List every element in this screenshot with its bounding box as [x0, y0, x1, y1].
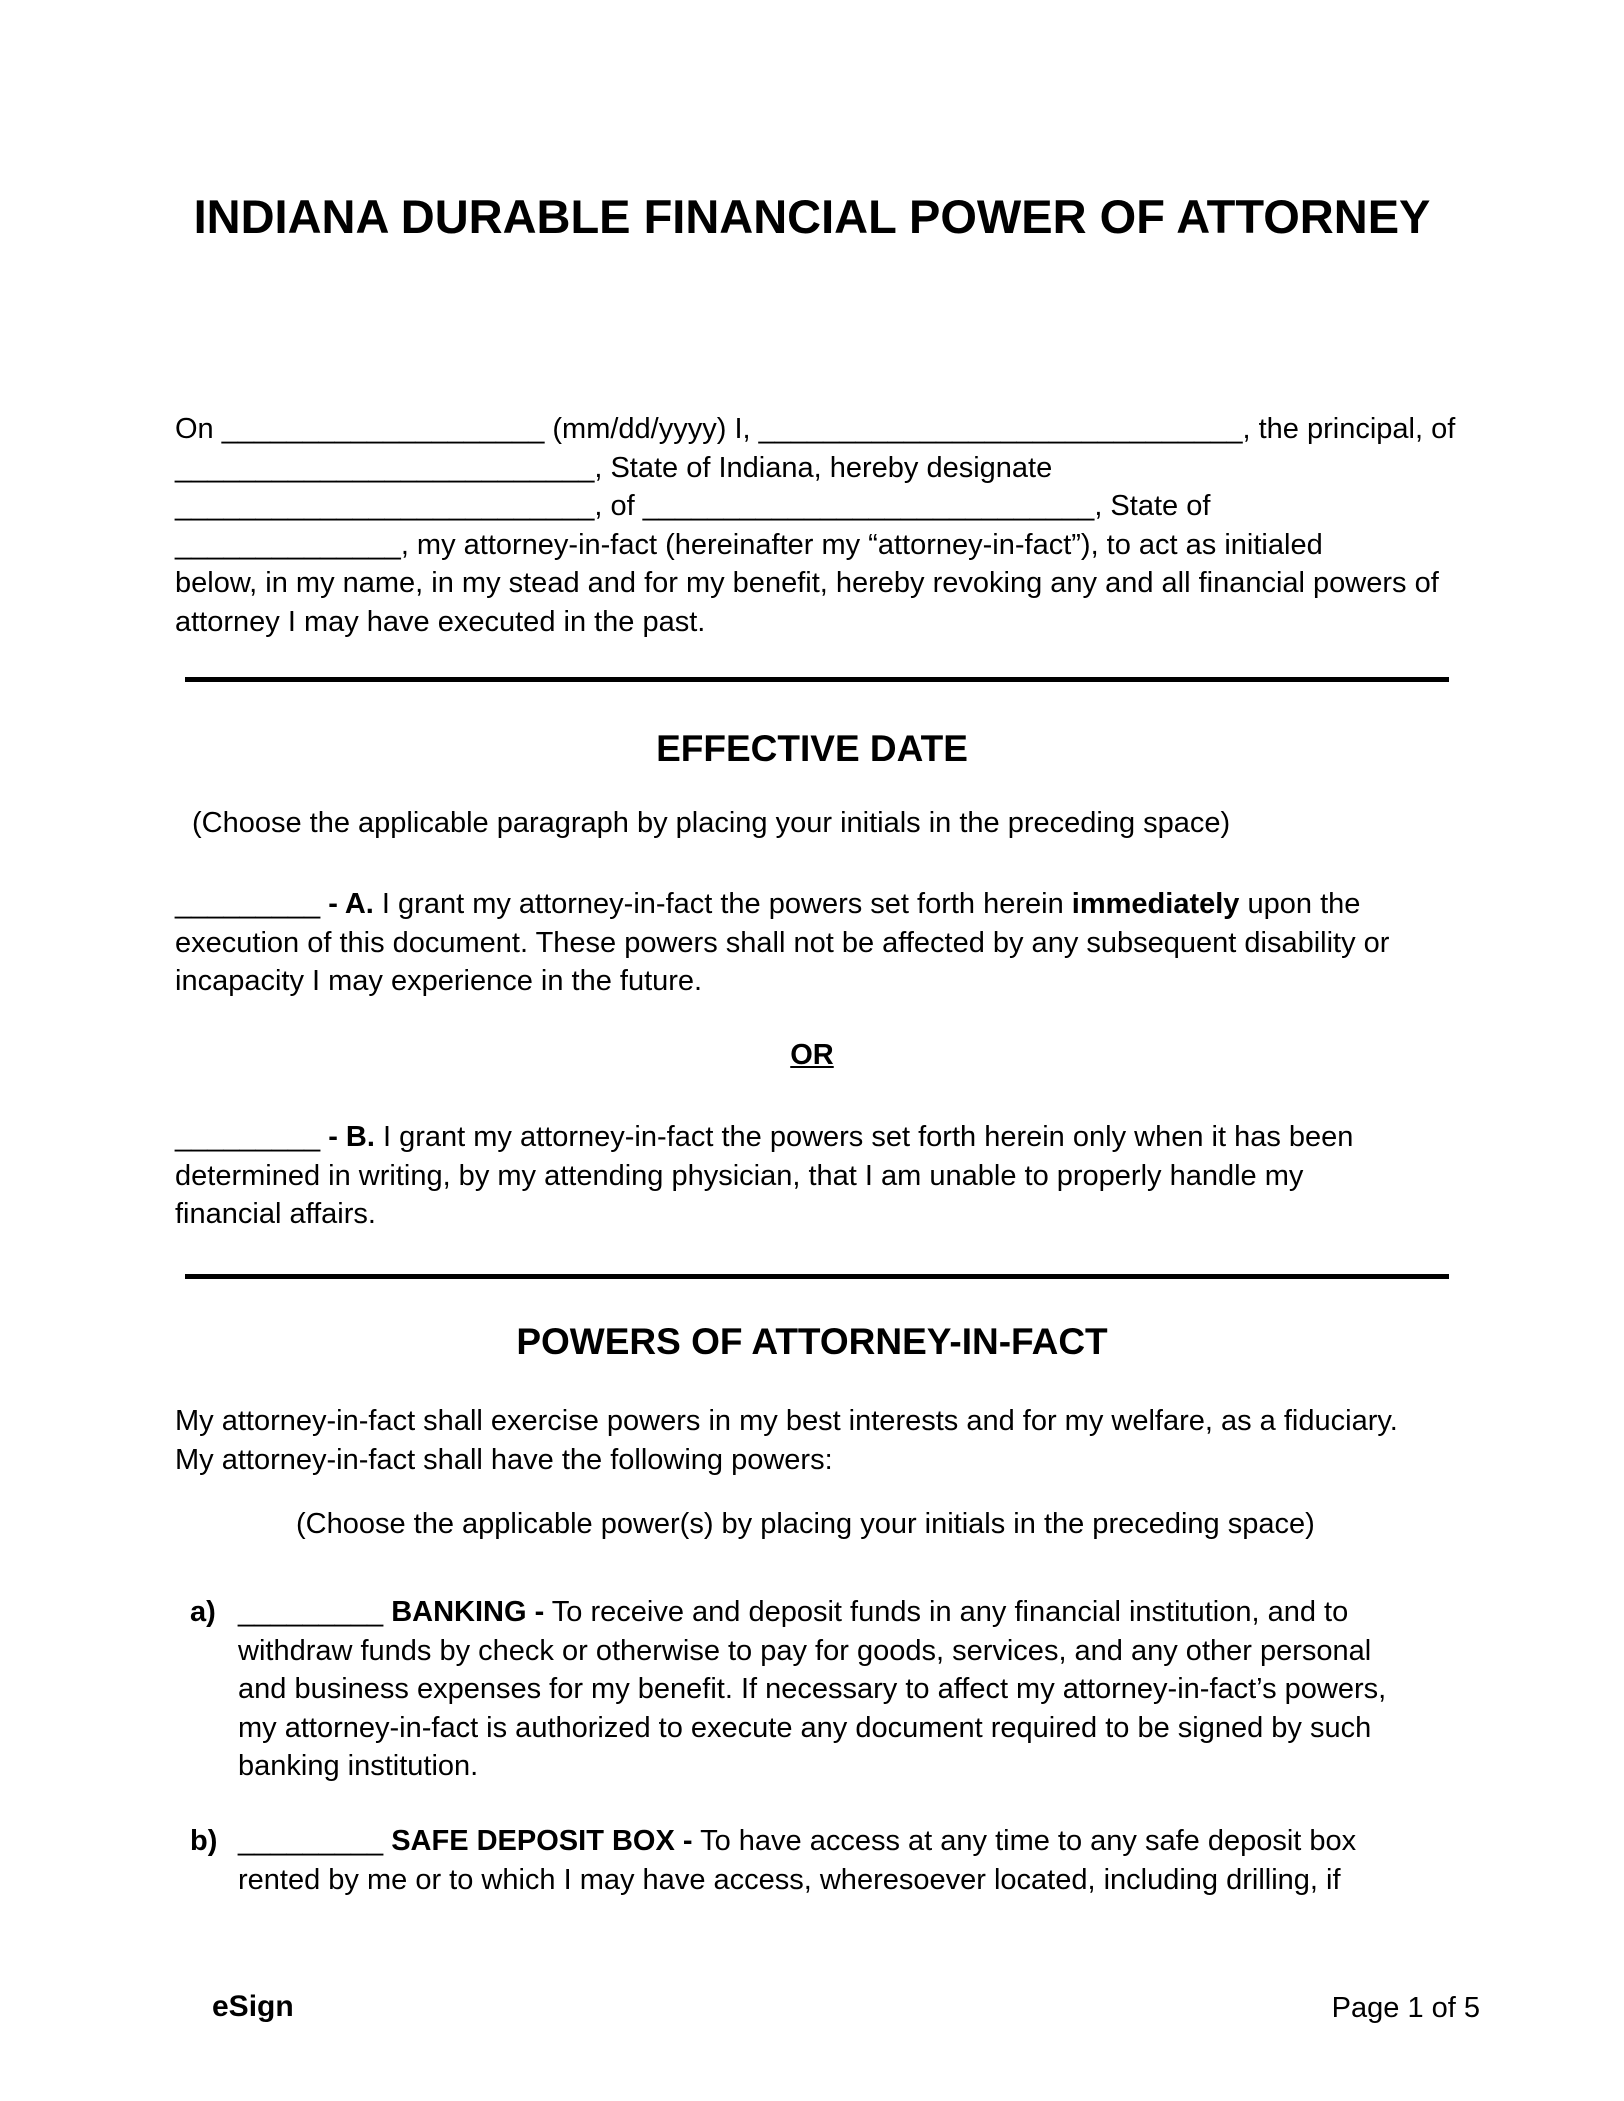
text-line: rented by me or to which I may have access, wheresoever located, including drilling, if: [238, 1863, 1341, 1896]
power-item-label: b): [190, 1825, 218, 1857]
bold-text: - A.: [328, 888, 374, 920]
bold-text: - B.: [328, 1121, 375, 1153]
powers-choose-note: (Choose the applicable power(s) by placing your initials in the preceding space): [296, 1508, 1315, 1540]
blank-field: __________________________: [175, 490, 595, 522]
power-item-label: a): [190, 1596, 216, 1628]
power-item-banking: [190, 1593, 1510, 1786]
section-divider: [185, 677, 1449, 682]
power-item-text: [238, 1822, 1510, 1899]
power-item-safe-deposit-box: [190, 1822, 1510, 1899]
paragraph-a: [175, 885, 1505, 1001]
text-line: _________ BANKING - To receive and deposit funds in any financial institution, and to: [238, 1596, 1349, 1628]
text-line: and business expenses for my benefit. If necessary to affect my attorney-in-fact’s powers,: [238, 1673, 1387, 1705]
blank-field: _________: [238, 1596, 384, 1628]
text-line: _________ SAFE DEPOSIT BOX - To have access at any time to any safe deposit box: [238, 1825, 1357, 1857]
bold-text: BANKING -: [391, 1596, 545, 1628]
intro-paragraph: [175, 410, 1505, 641]
text-line: My attorney-in-fact shall have the following powers:: [175, 1443, 833, 1476]
text-line: financial affairs.: [175, 1198, 376, 1230]
text-line: withdraw funds by check or otherwise to pay for goods, services, and any other personal: [238, 1634, 1372, 1667]
effective-date-choose-note: (Choose the applicable paragraph by placing your initials in the preceding space): [192, 807, 1231, 839]
text-line: banking institution.: [238, 1750, 479, 1782]
text-line: __________________________, State of Indiana, hereby designate: [175, 451, 1053, 484]
text-line: On ____________________ (mm/dd/yyyy) I, ______________________________, the principal, of: [175, 413, 1456, 445]
blank-field: _________: [175, 1121, 321, 1153]
page-number: Page 1 of 5: [1331, 1992, 1480, 2024]
blank-field: _________: [238, 1825, 384, 1857]
bold-text: SAFE DEPOSIT BOX -: [391, 1825, 693, 1857]
text-line: ______________, my attorney-in-fact (hereinafter my “attorney-in-fact”), to act as initialed: [175, 528, 1323, 561]
text-line: my attorney-in-fact is authorized to execute any document required to be signed by such: [238, 1711, 1372, 1744]
text-line: _________ - B. I grant my attorney-in-fact the powers set forth herein only when it has been: [175, 1121, 1354, 1153]
esign-logo: eSign: [212, 1990, 294, 2023]
powers-heading: POWERS OF ATTORNEY-IN-FACT: [516, 1321, 1108, 1362]
power-item-text: [238, 1593, 1510, 1786]
text-line: attorney I may have executed in the past.: [175, 605, 706, 638]
text-line: execution of this document. These powers shall not be affected by any subsequent disability or: [175, 926, 1390, 959]
blank-field: _________: [175, 888, 321, 920]
text-line: My attorney-in-fact shall exercise powers in my best interests and for my welfare, as a fiduciary.: [175, 1405, 1398, 1437]
text-line: __________________________, of ____________________________, State of: [175, 490, 1211, 522]
blank-field: ____________________________: [642, 490, 1095, 522]
or-label: OR: [790, 1039, 834, 1071]
blank-field: ______________________________: [758, 413, 1243, 445]
blank-field: ____________________: [221, 413, 545, 445]
section-divider: [185, 1274, 1449, 1279]
text-line: determined in writing, by my attending physician, that I am unable to properly handle my: [175, 1159, 1304, 1192]
powers-intro-paragraph: [175, 1402, 1505, 1479]
text-line: below, in my name, in my stead and for my benefit, hereby revoking any and all financial powers of: [175, 567, 1439, 599]
paragraph-b: [175, 1118, 1505, 1234]
blank-field: __________________________: [175, 451, 595, 484]
text-line: _________ - A. I grant my attorney-in-fact the powers set forth herein immediately upon the: [175, 888, 1361, 920]
text-line: incapacity I may experience in the future.: [175, 965, 703, 997]
bold-text: immediately: [1071, 888, 1240, 920]
blank-field: ______________: [175, 528, 401, 561]
document-title: INDIANA DURABLE FINANCIAL POWER OF ATTORNEY: [193, 190, 1431, 243]
effective-date-heading: EFFECTIVE DATE: [656, 728, 968, 769]
